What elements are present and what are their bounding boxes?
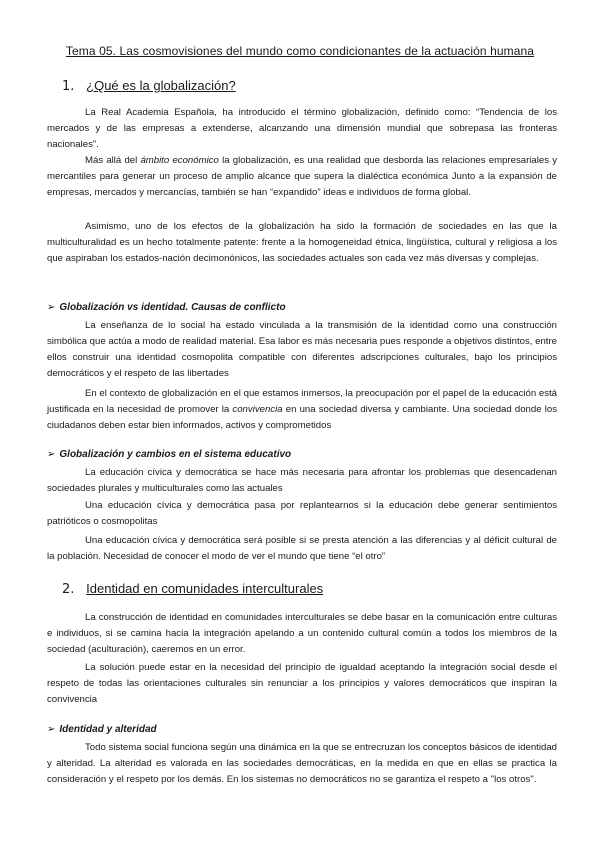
paragraph: La educación cívica y democrática se hace más necesaria para afrontar los problemas que desencadenan sociedades plurales y multiculturales como las actuales [47,467,557,494]
document-title: Tema 05. Las cosmovisiones del mundo como condicionantes de la actuación humana [65,44,535,58]
section-1-heading [62,78,236,94]
emphasis: convivencia [232,404,283,415]
arrow-bullet-icon: ➢ [47,724,56,735]
paragraph: Asimismo, uno de los efectos de la globalización ha sido la formación de sociedades en las que la multiculturalidad es un hecho totalmente patente: frente a la homogeneidad étnica, lingüística, cultural y religiosa a los que aspiraban los estados-nación decimonónicos, las sociedades actuales son cada vez más diversas y complejas. [47,221,557,264]
paragraph: La Real Academia Española, ha introducido el término globalización, definido como: “Tendencia de los mercados y de las empresas a extenderse, alcanzando una dimensión mundial que sobrepasa las fronteras nacionales”. [47,107,557,150]
section-1-number: 1. [62,79,75,94]
subsection-heading [47,724,157,735]
paragraph: La enseñanza de lo social ha estado vinculada a la transmisión de la identidad como una construcción simbólica que actúa a modo de realidad material. Esa labor es más necesaria pues responde a objetivos distintos, entre ellos construir una identidad cosmopolita compatible con diferentes adscripciones culturales, bajo los principios democráticos y el respeto de las libertades [47,320,557,379]
arrow-bullet-icon: ➢ [47,449,56,460]
subsection-heading [47,449,291,460]
subsection-title: Identidad y alteridad [59,724,157,735]
section-1-title: ¿Qué es la globalización? [86,78,236,93]
section-2-title: Identidad en comunidades interculturales [86,581,324,596]
emphasis: ámbito económico [140,155,219,166]
paragraph: Todo sistema social funciona según una dinámica en la que se entrecruzan los conceptos básicos de identidad y alteridad. La alteridad es valorada en las sociedades democráticas, en la medida en que en ellas se practica la consideración y el respeto por los demás. En los sistemas no democráticos no se garantiza el respeto a "los otros". [47,742,557,785]
paragraph: La construcción de identidad en comunidades interculturales se debe basar en la comunicación entre culturas e individuos, si se camina hacia la integración apelando a un contenido cultural común a todos los miembros de la sociedad (aculturación), caeremos en un error. [47,612,557,655]
paragraph: La solución puede estar en la necesidad del principio de igualdad aceptando la integración social desde el respeto de todas las orientaciones culturales sin renunciar a los principios y valores democráticos que inspiran la convivencia [47,662,557,705]
section-2-number: 2. [62,582,75,597]
subsection-title: Globalización y cambios en el sistema educativo [59,449,292,460]
subsection-title: Globalización vs identidad. Causas de conflicto [59,302,286,313]
subsection-heading [47,302,286,313]
section-2-heading [62,581,323,597]
paragraph: Más allá del ámbito económico la globalización, es una realidad que desborda las relaciones empresariales y mercantiles para generar un proceso de amplio alcance que supera la dialéctica económica Junto a la expansión de empresas, mercados y mercancías, también se han “expandido” ideas e individuos de forma global. [47,155,558,198]
paragraph: En el contexto de globalización en el que estamos inmersos, la preocupación por el papel de la educación está justificada en la necesidad de promover la convivencia en una sociedad diversa y cambiante. Una sociedad donde los ciudadanos deben estar bien informados, activos y comprometidos [47,388,557,431]
arrow-bullet-icon: ➢ [47,302,56,313]
paragraph: Una educación cívica y democrática será posible si se presta atención a las diferencias y al déficit cultural de la población. Necesidad de conocer el modo de ver el mundo que tiene “el otro” [47,535,557,562]
paragraph: Una educación cívica y democrática pasa por replantearnos si la educación debe generar sentimientos patrióticos o cosmopolitas [47,500,557,527]
